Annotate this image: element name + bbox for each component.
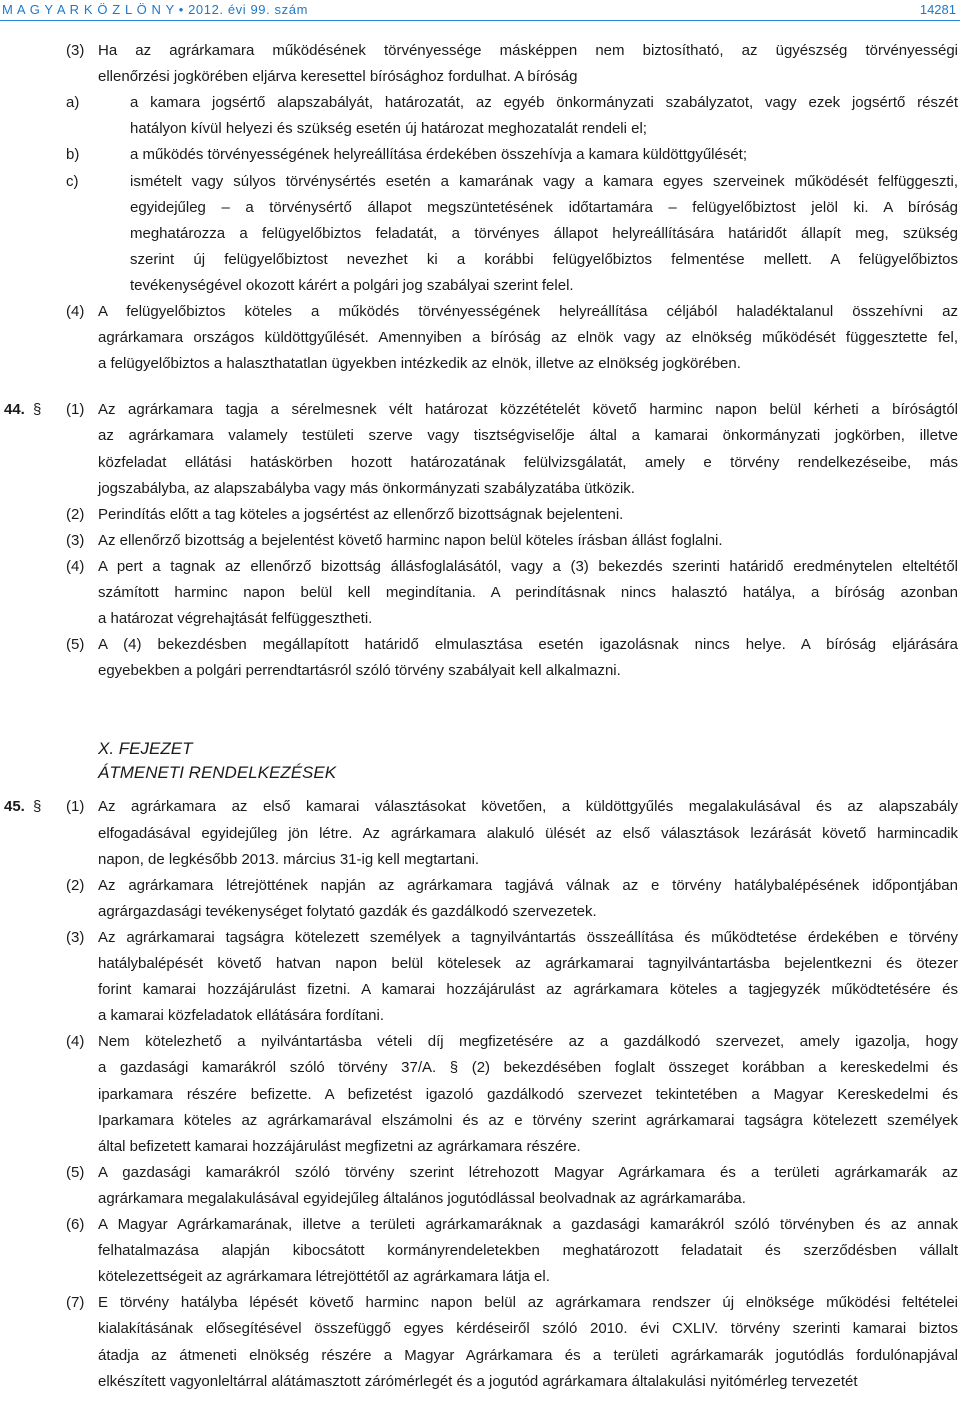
section-number: 45. — [4, 798, 25, 816]
list-item-line: hatályon kívül helyezi és szükség esetén új határozat meghozatalát rendeli el; — [130, 120, 647, 138]
list-item-line: szerint új felügyelőbiztost nevezhet ki a korábbi felügyelőbiztos felmentése mellett. A felügyelőbiztos — [130, 250, 958, 268]
paragraph-number: (7) — [66, 1294, 85, 1312]
paragraph-line: átadja az átmeneti elnökség részére a Magyar Agrárkamara és a területi agrárkamarák jogutódlás fordulónapjával — [98, 1346, 958, 1364]
paragraph-number: (3) — [66, 42, 85, 59]
list-item-line: tevékenységével okozott kárért a polgári jog szabályai szerint felel. — [130, 276, 574, 294]
paragraph-number: (4) — [66, 557, 85, 575]
paragraph-number: (1) — [66, 401, 85, 419]
page-number: 14281 — [919, 2, 956, 17]
paragraph-line: napon, de legkésőbb 2013. március 31-ig kell megtartani. — [98, 850, 480, 868]
section-sign: § — [33, 401, 42, 419]
paragraph-line: agrárkamara országos küldöttgyűlését. Amennyiben a bíróság az elnök vagy az elnökség működését függesztette fel, — [98, 329, 958, 347]
paragraph-line: közfeladat ellátási hatáskörben hozott határozatának felülvizsgálatát, amely e törvény rendelkezéseibe, más — [98, 453, 958, 471]
header-divider — [0, 20, 960, 21]
paragraph-line: Perindítás előtt a tag köteles a jogsértést az ellenőrző bizottságnak bejelenteni. — [98, 505, 624, 523]
paragraph-line: a gazdasági kamarákról szóló törvény 37/A. § (2) bekezdésében foglalt összeget korábban a kereskedelmi és — [98, 1059, 958, 1077]
section-number: 44. — [4, 401, 25, 419]
paragraph-number: (5) — [66, 636, 85, 654]
paragraph-number: (3) — [66, 531, 85, 549]
paragraph-line: felhatalmazása alapján kibocsátott kormányrendeletekben meghatározott feladatait és szerződésben vállalt — [98, 1242, 958, 1260]
section-sign: § — [33, 798, 42, 816]
paragraph-line: a határozat végrehajtását felfüggesztheti. — [98, 610, 373, 628]
paragraph-number: (2) — [66, 876, 85, 894]
paragraph-number: (4) — [66, 1033, 85, 1051]
chapter-number: X. FEJEZET — [98, 739, 193, 759]
paragraph-line: Az ellenőrző bizottság a bejelentést követő harminc napon belül köteles írásban állást foglalni. — [98, 531, 723, 549]
paragraph-line: a kamarai közfeladatok ellátására fordítani. — [98, 1007, 384, 1025]
list-marker: a) — [66, 94, 80, 112]
paragraph-line: Az agrárkamara az első kamarai választásokat követően, a küldöttgyűlés megalakulásával és az alapszabály — [98, 798, 958, 816]
paragraph-line: számított harminc napon belül kell megindítania. A perindításnak nincs halasztó hatálya, a bíróság azonban — [98, 584, 958, 601]
paragraph-line: ellenőrzési jogkörében eljárva keresettel bírósághoz fordulhat. A bíróság — [98, 68, 578, 86]
paragraph-line: által befizetett kamarai hozzájárulást megfizetni az agrárkamara részére. — [98, 1137, 581, 1155]
paragraph-line: E törvény hatályba lépését követő harminc napon belül az agrárkamara rendszer új elnöksége működési feltételei — [98, 1294, 958, 1312]
list-item-line: ismételt vagy súlyos törvénysértés esetén a kamarának vagy a kamara egyes szerveinek működését felfüggeszti, — [130, 172, 958, 190]
publication-title: M A G Y A R K Ö Z L Ö N Y • 2012. évi 99. szám — [2, 2, 309, 17]
paragraph-number: (3) — [66, 928, 85, 946]
paragraph-line: A (4) bekezdésben megállapított határidő elmulasztása esetén igazolásnak nincs helye. A bíróság eljárására — [98, 636, 958, 654]
paragraph-line: kialakításának elősegítésével összefüggő egyes kérdéseiről szóló 2010. évi CXLIV. törvény szerinti kamarai biztos — [98, 1320, 958, 1338]
list-item-line: meghatározza a felügyelőbiztos feladatát, a törvényes állapot helyreállítására határidőt állapít meg, szükség — [130, 224, 958, 242]
page-header — [0, 0, 960, 24]
paragraph-line: Iparkamara köteles az agrárkamarával elszámolni és az e törvény szerint agrárkamarai tagságra kötelezett személyek — [98, 1111, 958, 1129]
paragraph-line: A Magyar Agrárkamarának, illetve a területi agrárkamaráknak a gazdasági kamarákról szóló törvényben és az annak — [98, 1216, 958, 1233]
paragraph-line: egyebekben a polgári perrendtartásról szóló törvény szabályait kell alkalmazni. — [98, 662, 621, 680]
paragraph-line: A gazdasági kamarákról szóló törvény szerint létrehozott Magyar Agrárkamara és a területi agrárkamarák az — [98, 1163, 958, 1181]
paragraph-line: A felügyelőbiztos köteles a működés törvényességének helyreállítása céljából haladéktalanul összehívni az — [98, 303, 958, 320]
paragraph-line: Ha az agrárkamara működésének törvényessége másképpen nem biztosítható, az ügyészség törvényességi — [98, 42, 958, 59]
paragraph-line: a felügyelőbiztos a halaszthatatlan ügyekben intézkedik az elnök, illetve az elnökség jogkörében. — [98, 355, 741, 373]
list-marker: b) — [66, 146, 80, 164]
paragraph-number: (2) — [66, 505, 85, 523]
list-item-line: a kamara jogsértő alapszabályát, határozatát, az egyéb önkormányzati szabályzatot, vagy ezek jogsértő részét — [130, 94, 958, 112]
paragraph-line: agrárgazdasági tevékenységet folytató gazdák és gazdálkodó szervezetek. — [98, 902, 597, 920]
list-item-line: a működés törvényességének helyreállítása érdekében összehívja a kamara küldöttgyűlését; — [130, 146, 748, 164]
paragraph-line: hatálybalépését követő hatvan napon belül kötelesek az agrárkamarai tagnyilvántartásba bejelentkezni és ötezer — [98, 955, 958, 972]
list-marker: c) — [66, 172, 79, 190]
paragraph-line: iparkamara részére befizette. A befizetést igazoló gazdálkodó szervezet tekintetében a Magyar Kereskedelmi és — [98, 1085, 958, 1103]
paragraph-line: Az agrárkamarai tagságra kötelezett személyek a tagnyilvántartás összeállítása és működtetése érdekében e törvény — [98, 928, 958, 946]
paragraph-line: Az agrárkamara létrejöttének napján az agrárkamara tagjává válnak az e törvény hatálybalépésének időpontjában — [98, 876, 958, 894]
paragraph-number: (5) — [66, 1163, 85, 1181]
paragraph-line: kötelezettségeit az agrárkamara létrejöttétől az agrárkamara látja el. — [98, 1268, 550, 1286]
chapter-title: ÁTMENETI RENDELKEZÉSEK — [98, 763, 337, 783]
paragraph-line: forint kamarai hozzájárulást fizetni. A kamarai hozzájárulást az agrárkamara köteles a tagjegyzék működtetésére és — [98, 981, 958, 999]
paragraph-line: Az agrárkamara tagja a sérelmesnek vélt határozat közzétételét követő harminc napon belül kérheti a bíróságtól — [98, 401, 958, 419]
list-item-line: egyidejűleg – a törvénysértő állapot megszüntetésének időtartamára – felügyelőbiztost jelöl ki. A bíróság — [130, 198, 958, 216]
paragraph-line: az agrárkamara valamely testületi szerve vagy tisztségviselője által a kamarai önkormányzati jogkörben, illetve — [98, 427, 958, 445]
paragraph-line: Nem kötelezhető a nyilvántartásba vételi díj megfizetésére az a gazdálkodó szervezet, amely igazolja, hogy — [98, 1033, 958, 1051]
paragraph-number: (4) — [66, 303, 85, 320]
paragraph-number: (1) — [66, 798, 85, 816]
paragraph-line: jogszabályba, az alapszabályba vagy más önkormányzati szabályzatába ütközik. — [98, 479, 635, 497]
paragraph-line: elkészített vagyonleltárral alátámasztott zárómérlegét és a jogutód agrárkamara általakulási nyitómérleg tervezetét — [98, 1372, 858, 1390]
paragraph-number: (6) — [66, 1216, 85, 1233]
paragraph-line: elfogadásával egyidejűleg jön létre. Az agrárkamara alakuló ülését az első választások lezárását követő harmincadik — [98, 824, 958, 842]
paragraph-line: agrárkamara megalakulásával egyidejűleg általános jogutódlással beolvadnak az agrárkamarába. — [98, 1189, 746, 1207]
paragraph-line: A pert a tagnak az ellenőrző bizottság állásfoglalásától, vagy a (3) bekezdés szerinti határidő eredménytelen elteltétől — [98, 557, 958, 575]
